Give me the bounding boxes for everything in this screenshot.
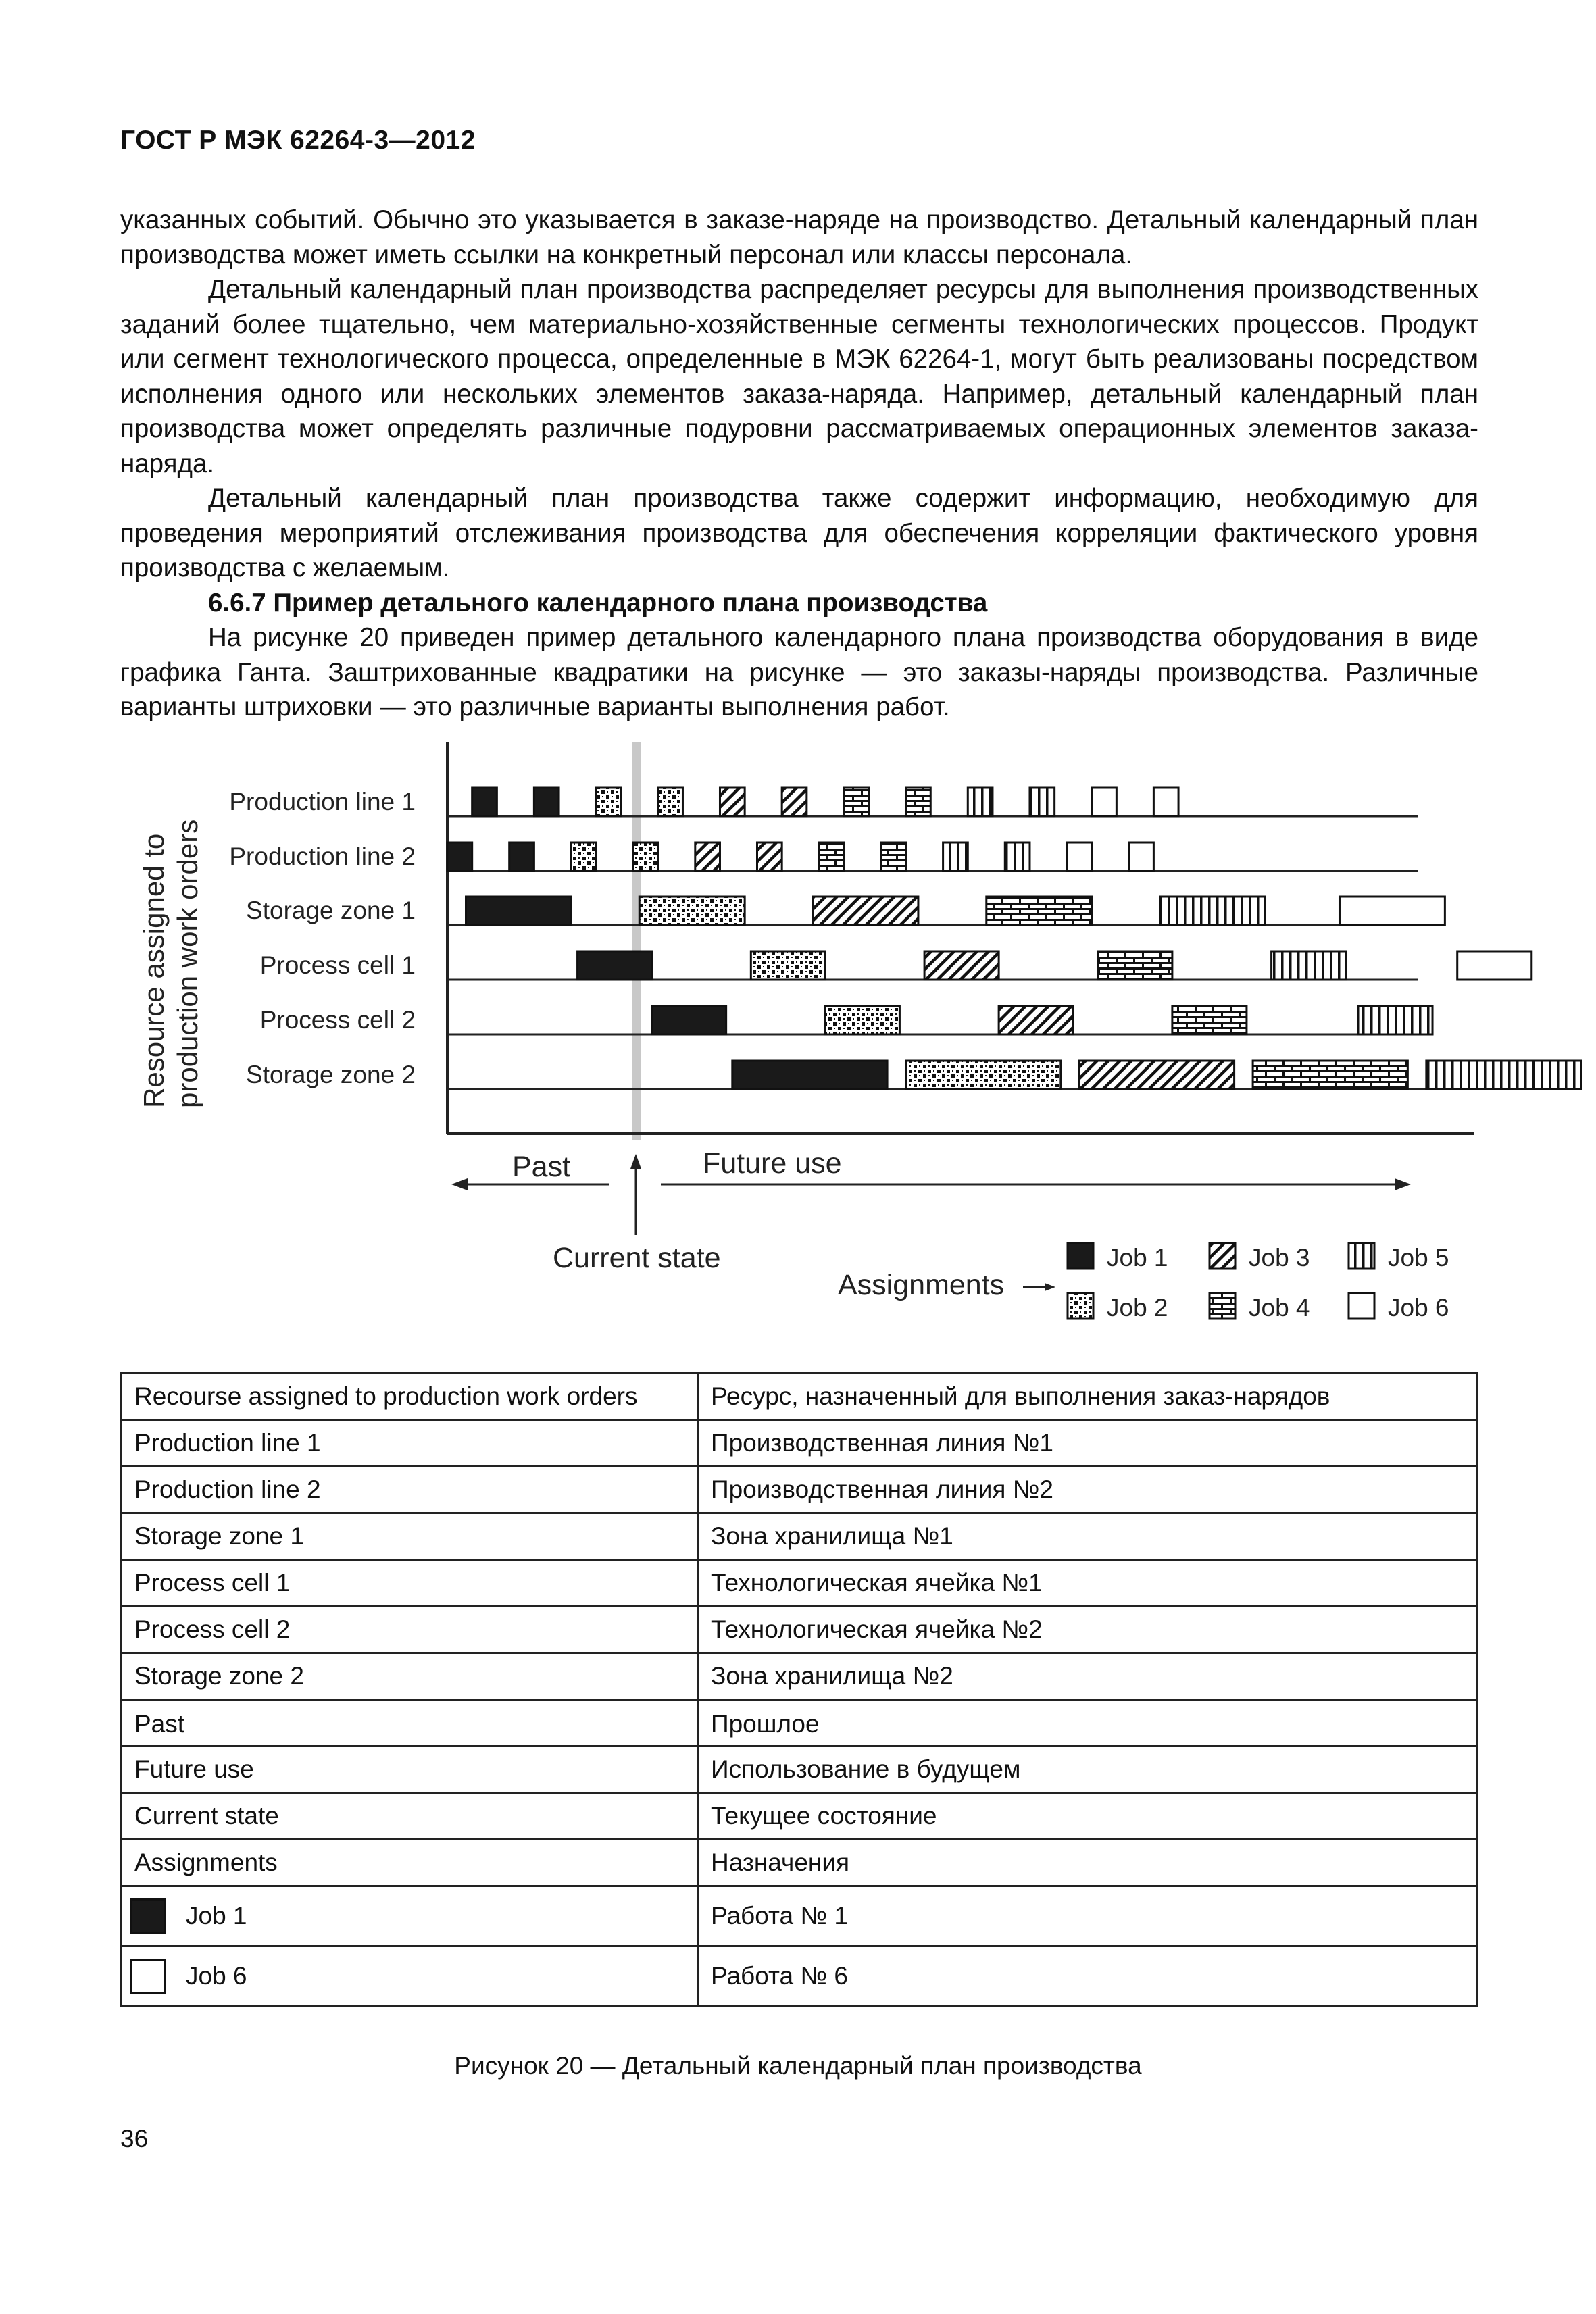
task-bar-job-4 xyxy=(844,788,869,816)
paragraph: указанных событий. Обычно это указывается в заказе-наряде на производство. Детальный календарный план производства может иметь ссылки на конкретный персонал или классы персонала. xyxy=(120,205,1478,270)
task-bar-job-2 xyxy=(751,951,825,980)
task-bar-job-2 xyxy=(571,842,596,871)
table-row xyxy=(122,1886,1478,1946)
table-row xyxy=(122,1746,1478,1793)
future-arrowhead xyxy=(1395,1178,1411,1190)
task-bar-job-4 xyxy=(881,842,906,871)
glossary-table xyxy=(120,1372,1478,2007)
table-cell-ru: Зона хранилища №1 xyxy=(698,1513,1478,1560)
table-cell-en: Production line 2 xyxy=(122,1467,698,1513)
task-bar-job-4 xyxy=(1172,1006,1247,1034)
task-bar-job-1 xyxy=(509,842,534,871)
task-bar-job-5 xyxy=(1272,951,1346,980)
table-cell-ru: Назначения xyxy=(698,1840,1478,1886)
table-row xyxy=(122,1700,1478,1746)
y-axis-title xyxy=(138,820,203,1108)
current-state-arrowhead xyxy=(630,1154,641,1169)
legend-swatch-job-5 xyxy=(1349,1243,1374,1269)
row-label: Storage zone 2 xyxy=(246,1061,416,1088)
task-bar-job-6 xyxy=(1092,788,1117,816)
task-bar-job-4 xyxy=(1098,951,1172,980)
table-cell-ru: Технологическая ячейка №1 xyxy=(698,1560,1478,1607)
task-bar-job-6 xyxy=(1153,788,1178,816)
task-bar-job-6 xyxy=(1067,842,1092,871)
table-cell-en xyxy=(122,1946,698,2007)
task-bar-job-5 xyxy=(1358,1006,1432,1034)
legend-label: Job 5 xyxy=(1388,1244,1449,1272)
paragraph: Детальный календарный план производства также содержит информацию, необходимую для проведения мероприятий отслеживания производства для обеспечения корреляции фактического уровня производства с желаемым. xyxy=(120,484,1478,582)
table-cell-ru: Текущее состояние xyxy=(698,1793,1478,1840)
job-6-swatch xyxy=(130,1959,166,1994)
task-bar-job-3 xyxy=(782,788,807,816)
legend-swatch-job-4 xyxy=(1210,1293,1235,1319)
task-bar-job-6 xyxy=(1339,897,1445,925)
task-bar-job-5 xyxy=(968,788,993,816)
task-bar-job-1 xyxy=(447,842,472,871)
assignments-label: Assignments xyxy=(838,1269,1005,1301)
row-label: Process cell 2 xyxy=(259,1006,416,1034)
table-cell-ru: Работа № 1 xyxy=(698,1886,1478,1946)
task-bar-job-1 xyxy=(466,897,572,925)
table-cell-ru: Прошлое xyxy=(698,1700,1478,1746)
y-axis-title-line-2: production work orders xyxy=(172,819,203,1108)
table-cell-en: Recourse assigned to production work orders xyxy=(122,1374,698,1420)
table-cell-en: Storage zone 1 xyxy=(122,1513,698,1560)
past-label: Past xyxy=(512,1151,571,1183)
past-arrowhead xyxy=(451,1178,468,1190)
task-bar-job-3 xyxy=(924,951,999,980)
y-axis-title-line-1: Resource assigned to xyxy=(138,833,170,1108)
table-cell-ru: Использование в будущем xyxy=(698,1746,1478,1793)
current-state-band xyxy=(632,742,641,1140)
row-label: Production line 2 xyxy=(229,842,416,870)
future-label: Future use xyxy=(703,1147,842,1180)
task-bar-job-1 xyxy=(732,1061,887,1089)
table-row xyxy=(122,1840,1478,1886)
table-row xyxy=(122,1467,1478,1513)
task-bar-job-5 xyxy=(1160,897,1266,925)
table-cell-en: Production line 1 xyxy=(122,1420,698,1467)
legend-label: Job 1 xyxy=(1107,1244,1168,1272)
job-cell xyxy=(134,1898,684,1934)
legend-label: Job 3 xyxy=(1249,1244,1310,1272)
job-label: Job 6 xyxy=(186,1962,247,1990)
legend-swatch-job-1 xyxy=(1068,1243,1093,1269)
task-bar-job-2 xyxy=(658,788,683,816)
job-1-swatch xyxy=(130,1898,166,1934)
paragraph: На рисунке 20 приведен пример детального календарного плана производства оборудования в виде графика Ганта. Заштрихованные квадратики на рисунке — это заказы-наряды производства. Различные варианты штриховки — это различные варианты выполнения работ. xyxy=(120,623,1478,722)
task-bar-job-3 xyxy=(757,842,782,871)
task-bar-job-3 xyxy=(813,897,918,925)
task-bar-job-4 xyxy=(987,897,1092,925)
task-bar-job-4 xyxy=(819,842,844,871)
task-bar-job-4 xyxy=(1253,1061,1407,1089)
task-bar-job-6 xyxy=(1457,951,1532,980)
row-label: Production line 1 xyxy=(229,788,416,815)
legend-label: Job 2 xyxy=(1107,1294,1168,1322)
table-row xyxy=(122,1793,1478,1840)
task-bar-job-2 xyxy=(633,842,658,871)
figure-caption: Рисунок 20 — Детальный календарный план производства xyxy=(454,2052,1142,2080)
task-bar-job-5 xyxy=(1426,1061,1581,1089)
table-cell-en: Future use xyxy=(122,1746,698,1793)
task-bar-job-5 xyxy=(1030,788,1055,816)
table-cell-en: Storage zone 2 xyxy=(122,1653,698,1700)
job-cell xyxy=(134,1959,684,1994)
legend-label: Job 4 xyxy=(1249,1294,1310,1322)
table-cell-en: Process cell 1 xyxy=(122,1560,698,1607)
task-bar-job-5 xyxy=(943,842,968,871)
legend-swatch-job-3 xyxy=(1210,1243,1235,1269)
table-row xyxy=(122,1374,1478,1420)
table-cell-ru: Производственная линия №2 xyxy=(698,1467,1478,1513)
subsection-title: 6.6.7 Пример детального календарного плана производства xyxy=(208,588,988,618)
task-bar-job-4 xyxy=(906,788,931,816)
assignments-arrowhead xyxy=(1045,1283,1055,1291)
task-bar-job-3 xyxy=(695,842,720,871)
row-label: Process cell 1 xyxy=(259,951,416,979)
task-bar-job-2 xyxy=(906,1061,1061,1089)
table-cell-ru: Работа № 6 xyxy=(698,1946,1478,2007)
current-state-label: Current state xyxy=(553,1242,721,1274)
table-row xyxy=(122,1946,1478,2007)
table-cell-ru: Ресурс, назначенный для выполнения заказ-нарядов xyxy=(698,1374,1478,1420)
table-row xyxy=(122,1560,1478,1607)
table-row xyxy=(122,1513,1478,1560)
task-bar-job-6 xyxy=(1129,842,1154,871)
table-cell-en: Past xyxy=(122,1700,698,1746)
task-bar-job-1 xyxy=(534,788,559,816)
paragraph: Детальный календарный план производства распределяет ресурсы для выполнения производственных заданий более тщательно, чем материально-хозяйственные сегменты технологических процессов. Продукт или сегмент технологического процесса, определенные в МЭК 62264-1, могут быть реализованы посредством исполнения одного или нескольких элементов заказа-наряда. Например, детальный календарный план производства может определять различные подуровни рассматриваемых операционных элементов заказа-наряда. xyxy=(120,275,1478,478)
table-row xyxy=(122,1653,1478,1700)
table-cell-ru: Технологическая ячейка №2 xyxy=(698,1607,1478,1653)
task-bar-job-3 xyxy=(720,788,745,816)
task-bar-job-1 xyxy=(652,1006,726,1034)
table-cell-en: Current state xyxy=(122,1793,698,1840)
task-bar-job-1 xyxy=(578,951,652,980)
task-bar-job-2 xyxy=(825,1006,899,1034)
task-bar-job-3 xyxy=(1079,1061,1234,1089)
table-row xyxy=(122,1420,1478,1467)
legend-swatch-job-6 xyxy=(1349,1293,1374,1319)
table-cell-ru: Производственная линия №1 xyxy=(698,1420,1478,1467)
legend-label: Job 6 xyxy=(1388,1294,1449,1322)
legend-swatch-job-2 xyxy=(1068,1293,1093,1319)
task-bar-job-5 xyxy=(1005,842,1030,871)
page-number: 36 xyxy=(120,2125,149,2153)
table-cell-en: Assignments xyxy=(122,1840,698,1886)
table-cell-ru: Зона хранилища №2 xyxy=(698,1653,1478,1700)
job-label: Job 1 xyxy=(186,1902,247,1930)
task-bar-job-1 xyxy=(472,788,497,816)
table-cell-en xyxy=(122,1886,698,1946)
row-label: Storage zone 1 xyxy=(246,897,416,924)
document-header: ГОСТ Р МЭК 62264-3—2012 xyxy=(120,126,476,155)
task-bar-job-3 xyxy=(999,1006,1073,1034)
task-bar-job-2 xyxy=(639,897,745,925)
table-cell-en: Process cell 2 xyxy=(122,1607,698,1653)
task-bar-job-2 xyxy=(596,788,621,816)
table-row xyxy=(122,1607,1478,1653)
